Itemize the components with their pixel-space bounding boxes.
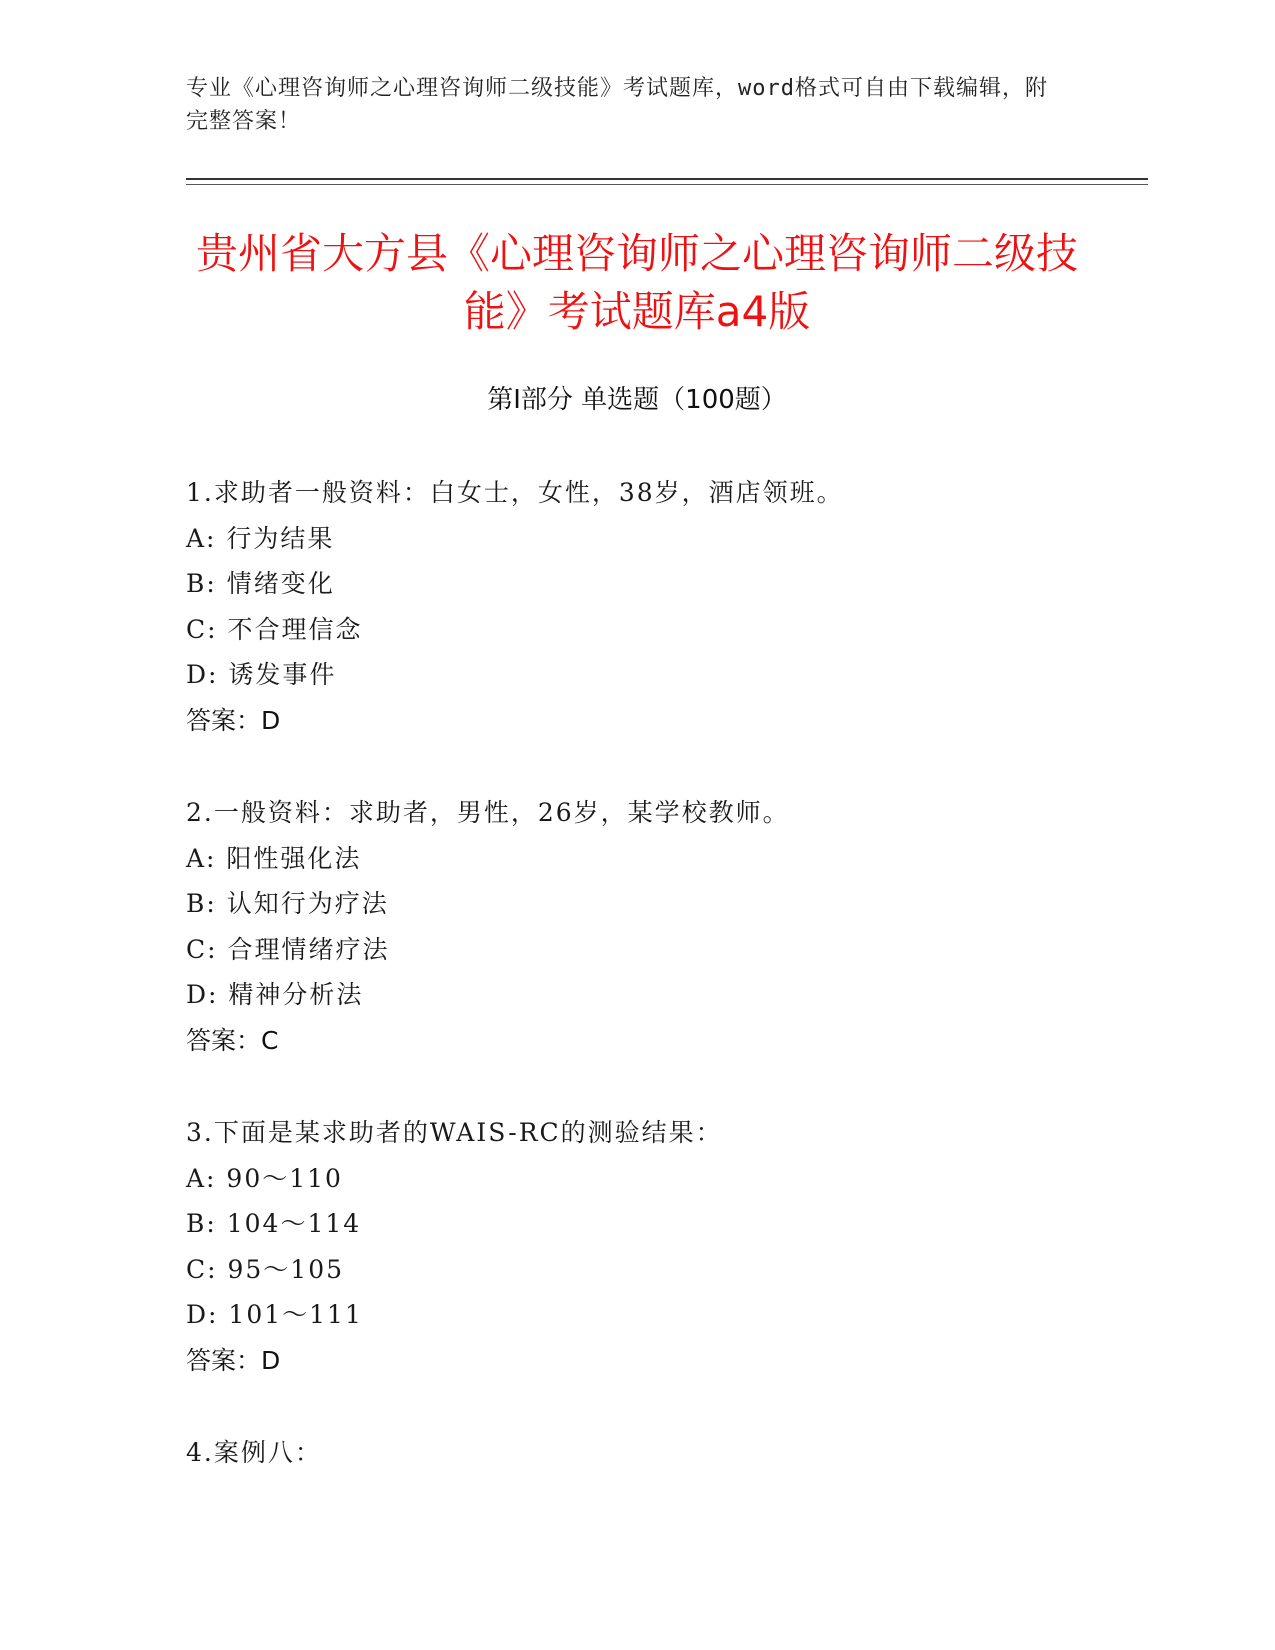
document-title: 贵州省大方县《心理咨询师之心理咨询师二级技能》考试题库a4版 [195,229,1078,336]
question-stem: 1.求助者一般资料：白女士，女性，38岁，酒店领班。 [186,478,844,507]
option-a: A: 90～110 [186,1163,343,1193]
question-1 [186,470,1086,743]
option-d: D: 精神分析法 [186,980,364,1009]
answer: 答案：D [186,1345,281,1375]
question-stem: 4.案例八： [186,1438,322,1467]
question-stem: 3.下面是某求助者的WAIS-RC的测验结果： [186,1118,723,1147]
question-3 [186,1110,1086,1383]
question-2 [186,790,1086,1063]
header-divider [186,178,1148,180]
option-d: D: 诱发事件 [186,660,337,689]
answer: 答案：D [186,705,281,735]
option-c: C: 合理情绪疗法 [186,934,390,964]
option-a: A: 行为结果 [186,523,335,553]
question-list [186,470,1086,1523]
answer: 答案：C [186,1025,279,1055]
header-divider-thin [186,184,1148,185]
option-c: C: 不合理信念 [186,614,363,644]
option-a: A: 阳性强化法 [186,843,362,873]
option-b: B: 104～114 [186,1209,362,1238]
section-heading: 第Ⅰ部分 单选题（100题） [487,385,787,415]
header-note: 专业《心理咨询师之心理咨询师二级技能》考试题库，word格式可自由下载编辑，附完整答案！ [186,76,1048,134]
option-b: B: 认知行为疗法 [186,889,389,918]
question-stem: 2.一般资料：求助者，男性，26岁，某学校教师。 [186,798,790,827]
option-d: D: 101～111 [186,1300,363,1329]
option-b: B: 情绪变化 [186,569,335,598]
question-4 [186,1430,1086,1476]
option-c: C: 95～105 [186,1254,345,1284]
